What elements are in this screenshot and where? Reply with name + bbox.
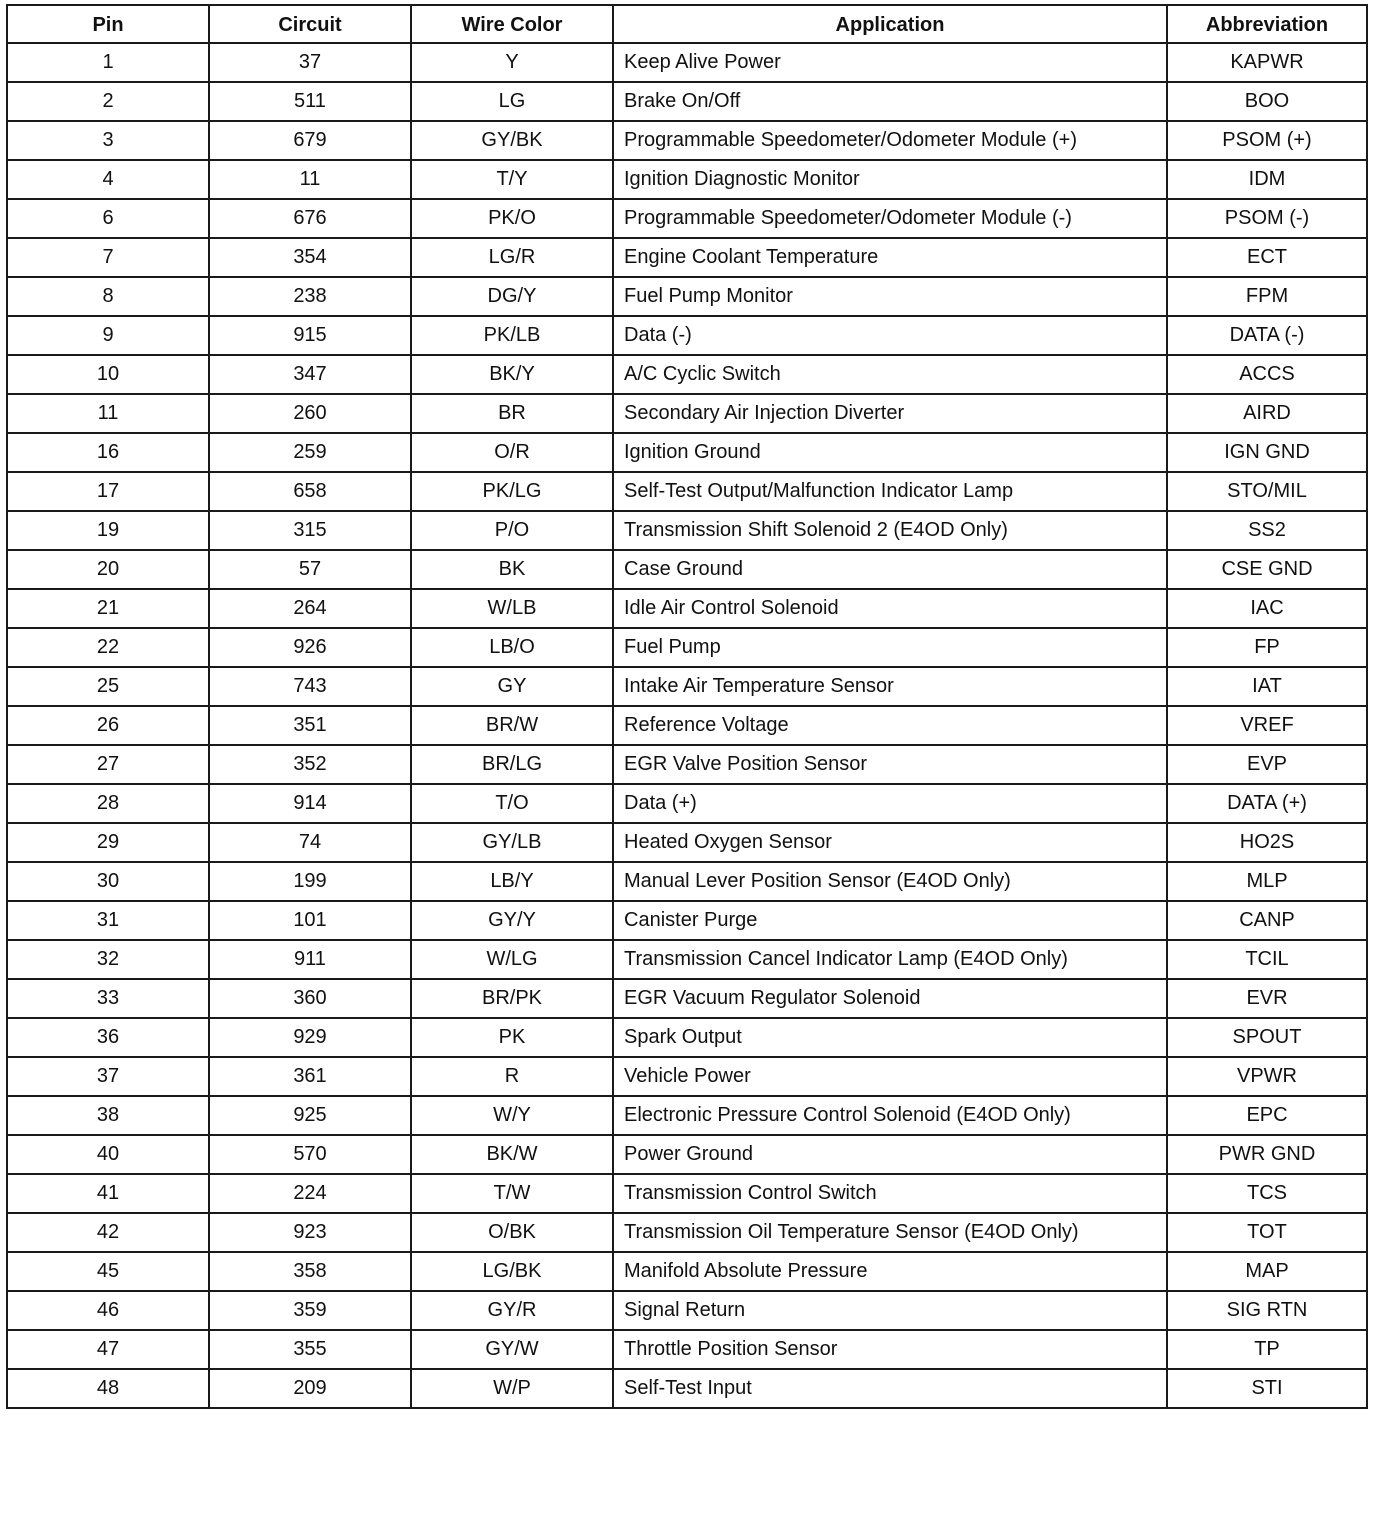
table-row xyxy=(7,745,1367,784)
cell-abbreviation: ACCS xyxy=(1167,355,1367,394)
table-row xyxy=(7,1096,1367,1135)
cell-abbreviation: EVP xyxy=(1167,745,1367,784)
cell-pin: 28 xyxy=(7,784,209,823)
cell-application: Ignition Diagnostic Monitor xyxy=(613,160,1167,199)
table-row xyxy=(7,1174,1367,1213)
cell-application: Manual Lever Position Sensor (E4OD Only) xyxy=(613,862,1167,901)
table-row xyxy=(7,706,1367,745)
cell-circuit: 260 xyxy=(209,394,411,433)
table-row xyxy=(7,979,1367,1018)
cell-circuit: 929 xyxy=(209,1018,411,1057)
cell-wire-color: Y xyxy=(411,43,613,82)
cell-circuit: 358 xyxy=(209,1252,411,1291)
cell-application: Fuel Pump Monitor xyxy=(613,277,1167,316)
table-row xyxy=(7,1369,1367,1408)
cell-pin: 37 xyxy=(7,1057,209,1096)
cell-application: Heated Oxygen Sensor xyxy=(613,823,1167,862)
table-row xyxy=(7,901,1367,940)
cell-circuit: 676 xyxy=(209,199,411,238)
cell-wire-color: PK/LG xyxy=(411,472,613,511)
pin-assignment-table xyxy=(6,4,1368,1409)
cell-wire-color: W/P xyxy=(411,1369,613,1408)
cell-pin: 9 xyxy=(7,316,209,355)
cell-pin: 8 xyxy=(7,277,209,316)
cell-pin: 7 xyxy=(7,238,209,277)
table-row xyxy=(7,862,1367,901)
cell-wire-color: LG xyxy=(411,82,613,121)
cell-circuit: 264 xyxy=(209,589,411,628)
table-row xyxy=(7,43,1367,82)
cell-pin: 32 xyxy=(7,940,209,979)
cell-pin: 27 xyxy=(7,745,209,784)
cell-circuit: 570 xyxy=(209,1135,411,1174)
cell-application: Ignition Ground xyxy=(613,433,1167,472)
cell-application: Self-Test Input xyxy=(613,1369,1167,1408)
cell-abbreviation: TP xyxy=(1167,1330,1367,1369)
cell-circuit: 925 xyxy=(209,1096,411,1135)
table-row xyxy=(7,667,1367,706)
cell-wire-color: BR/PK xyxy=(411,979,613,1018)
cell-abbreviation: FP xyxy=(1167,628,1367,667)
cell-abbreviation: DATA (+) xyxy=(1167,784,1367,823)
cell-abbreviation: TOT xyxy=(1167,1213,1367,1252)
cell-abbreviation: IGN GND xyxy=(1167,433,1367,472)
cell-pin: 47 xyxy=(7,1330,209,1369)
table-row xyxy=(7,1213,1367,1252)
table-row xyxy=(7,628,1367,667)
cell-wire-color: LB/Y xyxy=(411,862,613,901)
cell-abbreviation: SIG RTN xyxy=(1167,1291,1367,1330)
cell-application: Signal Return xyxy=(613,1291,1167,1330)
cell-pin: 29 xyxy=(7,823,209,862)
cell-abbreviation: IAT xyxy=(1167,667,1367,706)
cell-application: Programmable Speedometer/Odometer Module (-) xyxy=(613,199,1167,238)
cell-wire-color: GY/BK xyxy=(411,121,613,160)
cell-circuit: 347 xyxy=(209,355,411,394)
cell-application: Electronic Pressure Control Solenoid (E4OD Only) xyxy=(613,1096,1167,1135)
cell-circuit: 199 xyxy=(209,862,411,901)
cell-application: Brake On/Off xyxy=(613,82,1167,121)
table-row xyxy=(7,940,1367,979)
cell-circuit: 209 xyxy=(209,1369,411,1408)
cell-abbreviation: EPC xyxy=(1167,1096,1367,1135)
cell-wire-color: T/Y xyxy=(411,160,613,199)
cell-application: Case Ground xyxy=(613,550,1167,589)
cell-circuit: 359 xyxy=(209,1291,411,1330)
cell-application: Vehicle Power xyxy=(613,1057,1167,1096)
cell-abbreviation: VPWR xyxy=(1167,1057,1367,1096)
cell-wire-color: O/BK xyxy=(411,1213,613,1252)
cell-abbreviation: DATA (-) xyxy=(1167,316,1367,355)
cell-application: Engine Coolant Temperature xyxy=(613,238,1167,277)
cell-pin: 36 xyxy=(7,1018,209,1057)
cell-application: Spark Output xyxy=(613,1018,1167,1057)
cell-wire-color: GY/Y xyxy=(411,901,613,940)
table-header xyxy=(7,5,1367,43)
cell-application: Self-Test Output/Malfunction Indicator Lamp xyxy=(613,472,1167,511)
cell-wire-color: PK xyxy=(411,1018,613,1057)
table-row xyxy=(7,511,1367,550)
cell-abbreviation: MLP xyxy=(1167,862,1367,901)
cell-application: Throttle Position Sensor xyxy=(613,1330,1167,1369)
header-row xyxy=(7,5,1367,43)
cell-abbreviation: BOO xyxy=(1167,82,1367,121)
cell-pin: 17 xyxy=(7,472,209,511)
table-row xyxy=(7,1018,1367,1057)
cell-abbreviation: FPM xyxy=(1167,277,1367,316)
cell-application: Transmission Oil Temperature Sensor (E4OD Only) xyxy=(613,1213,1167,1252)
header-wire-color: Wire Color xyxy=(411,5,613,43)
cell-abbreviation: SS2 xyxy=(1167,511,1367,550)
table-row xyxy=(7,316,1367,355)
cell-pin: 25 xyxy=(7,667,209,706)
cell-abbreviation: TCS xyxy=(1167,1174,1367,1213)
table-row xyxy=(7,1330,1367,1369)
cell-circuit: 352 xyxy=(209,745,411,784)
table-row xyxy=(7,1291,1367,1330)
header-application: Application xyxy=(613,5,1167,43)
cell-abbreviation: IDM xyxy=(1167,160,1367,199)
cell-circuit: 360 xyxy=(209,979,411,1018)
cell-pin: 40 xyxy=(7,1135,209,1174)
table-row xyxy=(7,355,1367,394)
cell-abbreviation: IAC xyxy=(1167,589,1367,628)
cell-pin: 16 xyxy=(7,433,209,472)
cell-wire-color: LG/R xyxy=(411,238,613,277)
cell-circuit: 743 xyxy=(209,667,411,706)
cell-circuit: 679 xyxy=(209,121,411,160)
cell-pin: 21 xyxy=(7,589,209,628)
table-row xyxy=(7,82,1367,121)
table-row xyxy=(7,550,1367,589)
table-row xyxy=(7,1057,1367,1096)
cell-application: Transmission Shift Solenoid 2 (E4OD Only) xyxy=(613,511,1167,550)
cell-circuit: 914 xyxy=(209,784,411,823)
table-row xyxy=(7,1252,1367,1291)
table-row xyxy=(7,160,1367,199)
table-row xyxy=(7,277,1367,316)
cell-wire-color: GY/LB xyxy=(411,823,613,862)
cell-pin: 22 xyxy=(7,628,209,667)
cell-pin: 46 xyxy=(7,1291,209,1330)
table-body xyxy=(7,43,1367,1408)
table-row xyxy=(7,1135,1367,1174)
cell-application: Transmission Control Switch xyxy=(613,1174,1167,1213)
cell-abbreviation: TCIL xyxy=(1167,940,1367,979)
table-row xyxy=(7,394,1367,433)
cell-circuit: 351 xyxy=(209,706,411,745)
cell-circuit: 224 xyxy=(209,1174,411,1213)
cell-wire-color: W/LB xyxy=(411,589,613,628)
cell-abbreviation: PWR GND xyxy=(1167,1135,1367,1174)
cell-wire-color: BK xyxy=(411,550,613,589)
cell-wire-color: GY xyxy=(411,667,613,706)
cell-abbreviation: SPOUT xyxy=(1167,1018,1367,1057)
cell-pin: 19 xyxy=(7,511,209,550)
cell-application: A/C Cyclic Switch xyxy=(613,355,1167,394)
cell-circuit: 74 xyxy=(209,823,411,862)
cell-circuit: 354 xyxy=(209,238,411,277)
cell-application: Intake Air Temperature Sensor xyxy=(613,667,1167,706)
cell-abbreviation: KAPWR xyxy=(1167,43,1367,82)
cell-circuit: 355 xyxy=(209,1330,411,1369)
cell-abbreviation: MAP xyxy=(1167,1252,1367,1291)
cell-application: Programmable Speedometer/Odometer Module (+) xyxy=(613,121,1167,160)
cell-wire-color: PK/O xyxy=(411,199,613,238)
cell-pin: 20 xyxy=(7,550,209,589)
cell-circuit: 238 xyxy=(209,277,411,316)
table-row xyxy=(7,589,1367,628)
cell-pin: 2 xyxy=(7,82,209,121)
cell-pin: 26 xyxy=(7,706,209,745)
cell-abbreviation: HO2S xyxy=(1167,823,1367,862)
cell-wire-color: R xyxy=(411,1057,613,1096)
cell-circuit: 57 xyxy=(209,550,411,589)
cell-pin: 42 xyxy=(7,1213,209,1252)
header-pin: Pin xyxy=(7,5,209,43)
cell-pin: 3 xyxy=(7,121,209,160)
cell-pin: 31 xyxy=(7,901,209,940)
cell-pin: 11 xyxy=(7,394,209,433)
cell-circuit: 361 xyxy=(209,1057,411,1096)
cell-application: EGR Vacuum Regulator Solenoid xyxy=(613,979,1167,1018)
cell-pin: 48 xyxy=(7,1369,209,1408)
table-row xyxy=(7,784,1367,823)
cell-abbreviation: AIRD xyxy=(1167,394,1367,433)
cell-application: Data (-) xyxy=(613,316,1167,355)
cell-circuit: 511 xyxy=(209,82,411,121)
cell-circuit: 11 xyxy=(209,160,411,199)
cell-wire-color: LB/O xyxy=(411,628,613,667)
table-row xyxy=(7,823,1367,862)
cell-pin: 10 xyxy=(7,355,209,394)
cell-wire-color: T/O xyxy=(411,784,613,823)
cell-circuit: 915 xyxy=(209,316,411,355)
cell-application: Keep Alive Power xyxy=(613,43,1167,82)
cell-circuit: 911 xyxy=(209,940,411,979)
cell-wire-color: P/O xyxy=(411,511,613,550)
cell-abbreviation: ECT xyxy=(1167,238,1367,277)
header-circuit: Circuit xyxy=(209,5,411,43)
cell-wire-color: GY/R xyxy=(411,1291,613,1330)
table-row xyxy=(7,433,1367,472)
table-row xyxy=(7,121,1367,160)
cell-wire-color: GY/W xyxy=(411,1330,613,1369)
cell-wire-color: BR/W xyxy=(411,706,613,745)
cell-pin: 45 xyxy=(7,1252,209,1291)
cell-application: Canister Purge xyxy=(613,901,1167,940)
cell-circuit: 923 xyxy=(209,1213,411,1252)
cell-circuit: 37 xyxy=(209,43,411,82)
cell-application: Power Ground xyxy=(613,1135,1167,1174)
cell-pin: 1 xyxy=(7,43,209,82)
cell-wire-color: W/Y xyxy=(411,1096,613,1135)
cell-pin: 30 xyxy=(7,862,209,901)
cell-wire-color: LG/BK xyxy=(411,1252,613,1291)
cell-circuit: 658 xyxy=(209,472,411,511)
cell-wire-color: BR/LG xyxy=(411,745,613,784)
header-abbreviation: Abbreviation xyxy=(1167,5,1367,43)
table-row xyxy=(7,199,1367,238)
cell-wire-color: T/W xyxy=(411,1174,613,1213)
cell-abbreviation: EVR xyxy=(1167,979,1367,1018)
cell-abbreviation: VREF xyxy=(1167,706,1367,745)
cell-wire-color: BK/W xyxy=(411,1135,613,1174)
cell-circuit: 101 xyxy=(209,901,411,940)
cell-pin: 33 xyxy=(7,979,209,1018)
cell-circuit: 315 xyxy=(209,511,411,550)
cell-circuit: 259 xyxy=(209,433,411,472)
cell-abbreviation: PSOM (-) xyxy=(1167,199,1367,238)
cell-application: Transmission Cancel Indicator Lamp (E4OD Only) xyxy=(613,940,1167,979)
cell-wire-color: BR xyxy=(411,394,613,433)
cell-application: Fuel Pump xyxy=(613,628,1167,667)
cell-application: Secondary Air Injection Diverter xyxy=(613,394,1167,433)
cell-circuit: 926 xyxy=(209,628,411,667)
cell-wire-color: W/LG xyxy=(411,940,613,979)
cell-application: Data (+) xyxy=(613,784,1167,823)
cell-pin: 4 xyxy=(7,160,209,199)
table-row xyxy=(7,472,1367,511)
cell-wire-color: O/R xyxy=(411,433,613,472)
cell-abbreviation: CANP xyxy=(1167,901,1367,940)
cell-abbreviation: STO/MIL xyxy=(1167,472,1367,511)
cell-application: Reference Voltage xyxy=(613,706,1167,745)
cell-application: Idle Air Control Solenoid xyxy=(613,589,1167,628)
cell-abbreviation: CSE GND xyxy=(1167,550,1367,589)
cell-pin: 41 xyxy=(7,1174,209,1213)
table-row xyxy=(7,238,1367,277)
cell-wire-color: PK/LB xyxy=(411,316,613,355)
cell-wire-color: DG/Y xyxy=(411,277,613,316)
cell-pin: 6 xyxy=(7,199,209,238)
cell-application: EGR Valve Position Sensor xyxy=(613,745,1167,784)
cell-pin: 38 xyxy=(7,1096,209,1135)
cell-abbreviation: STI xyxy=(1167,1369,1367,1408)
cell-application: Manifold Absolute Pressure xyxy=(613,1252,1167,1291)
cell-abbreviation: PSOM (+) xyxy=(1167,121,1367,160)
cell-wire-color: BK/Y xyxy=(411,355,613,394)
